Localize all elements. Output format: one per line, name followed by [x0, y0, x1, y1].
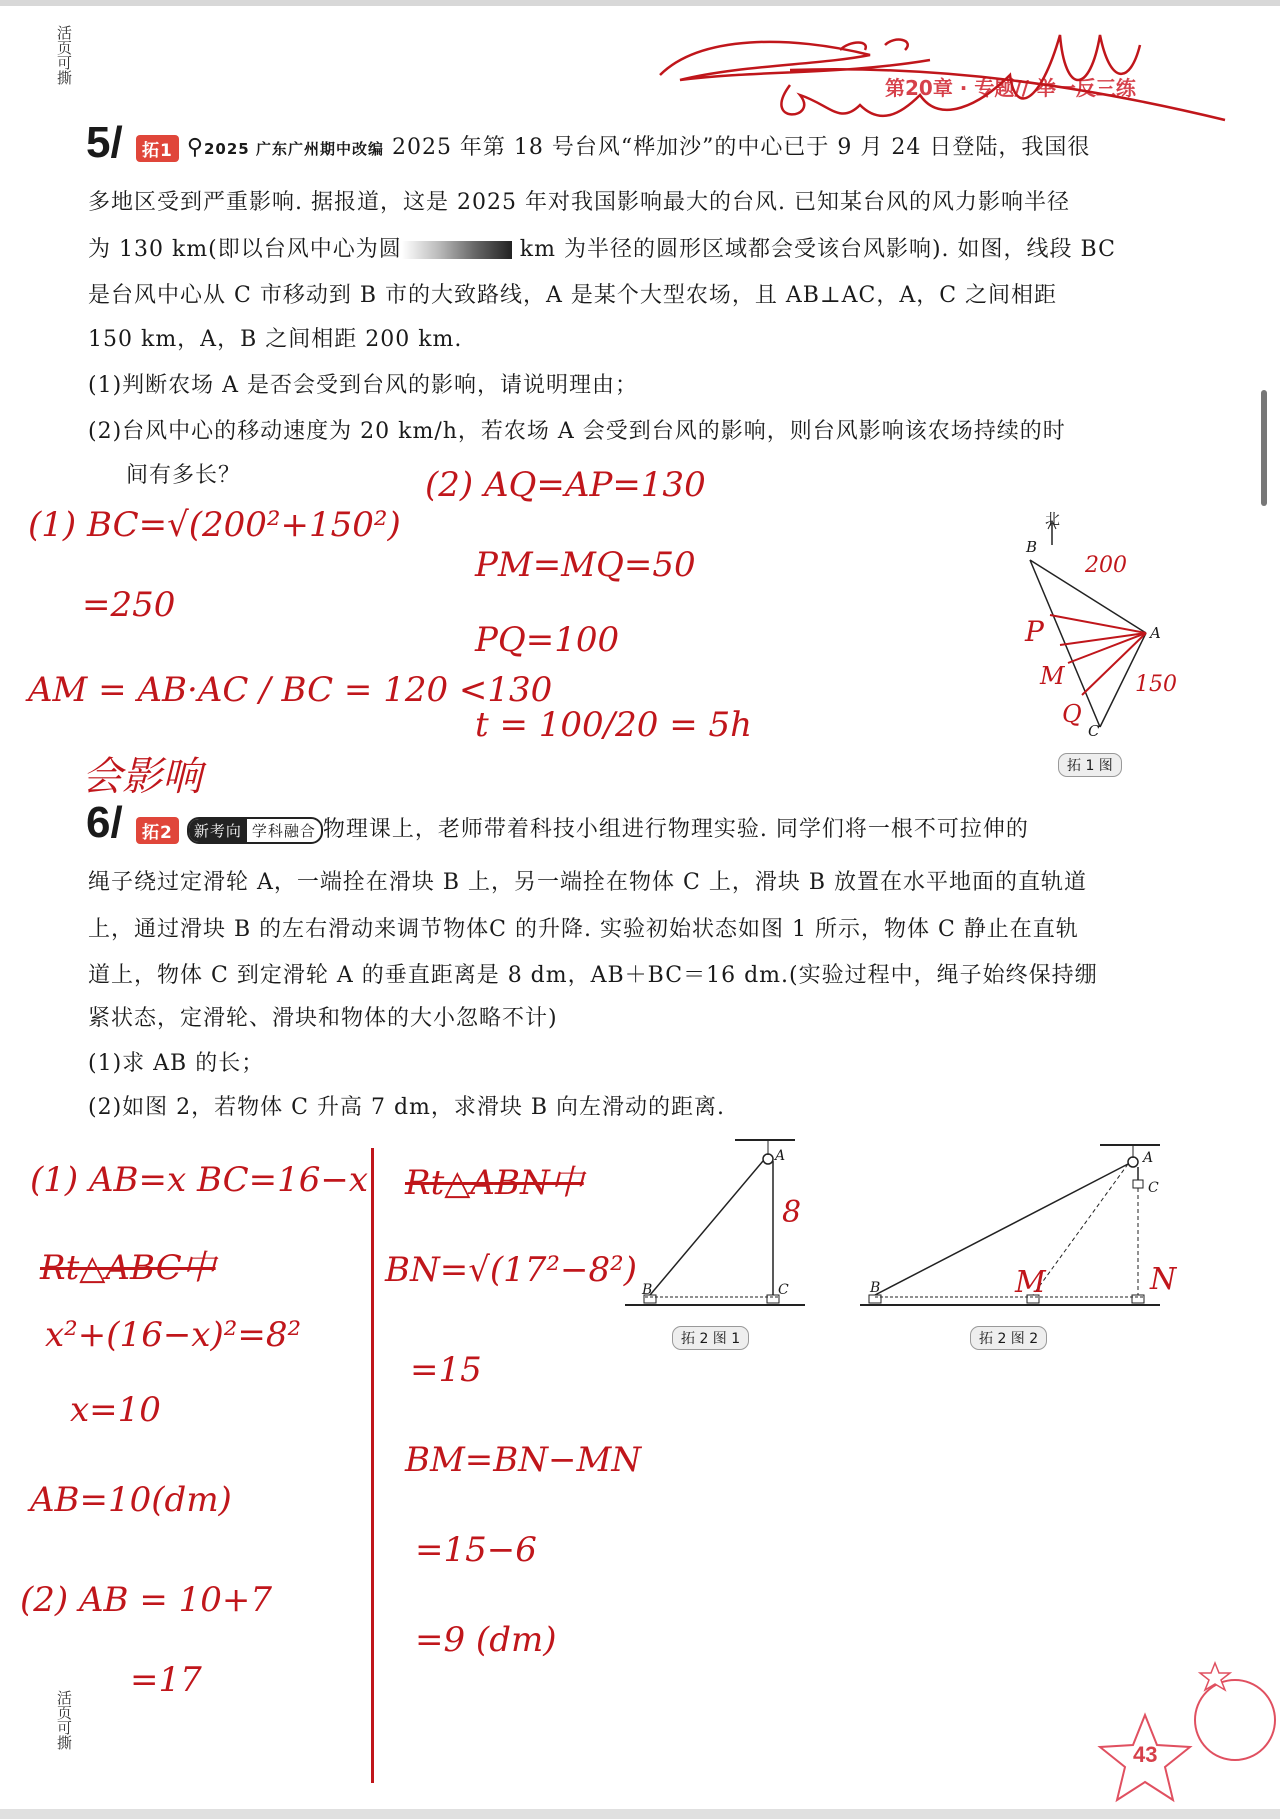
q5-part-2: (2)台风中心的移动速度为 20 km/h，若农场 A 会受到台风的影响，则台风影响该农场持续的时	[88, 419, 1066, 444]
q6-part-1: (1)求 AB 的长；	[88, 1051, 265, 1076]
fig2-1-label-a: A	[775, 1148, 786, 1164]
hw-fig2-n: N	[1150, 1262, 1177, 1297]
star-mascot-icon	[1095, 1655, 1280, 1805]
hw-fig1-m: M	[1040, 662, 1065, 690]
hw-q6-l1: (1) AB=x BC=16−x	[30, 1160, 369, 1200]
hw-fig1-150: 150	[1135, 672, 1177, 697]
hw-fig2-m: M	[1015, 1265, 1046, 1300]
q5-source: 2025 广东广州期中改编	[203, 140, 384, 158]
hw-q6-l6: (2) AB = 10+7	[20, 1580, 272, 1620]
side-label-top: 活页可撕	[55, 25, 73, 85]
hw-q6-l5: AB=10(dm)	[30, 1480, 232, 1520]
q6-line-3: 上，通过滑块 B 的左右滑动来调节物体C 的升降. 实验初始状态如图 1 所示，物体 C 静止在直轨	[88, 917, 1079, 942]
hw-q5-7: PQ=100	[475, 620, 620, 660]
hw-q6-r4: BM=BN−MN	[405, 1440, 642, 1480]
hw-q6-r6: =9 (dm)	[415, 1620, 557, 1660]
hw-q5-4: 会影响	[82, 754, 202, 800]
q5-tag: 拓1	[136, 135, 179, 162]
q6-badge: 新考向 学科融合	[187, 817, 323, 844]
hw-fig1-p: P	[1025, 615, 1044, 648]
page-number: 43	[1133, 1742, 1158, 1767]
fig2-1-label-b: B	[642, 1282, 653, 1298]
figure-2-1-caption: 拓 2 图 1	[672, 1326, 749, 1350]
q6-tag: 拓2	[136, 817, 179, 844]
figure-2-2-pulley	[855, 1140, 1165, 1330]
q5-line-3: 为 130 km(即以台风中心为圆 km 为半径的圆形区域都会受该台风影响). 如图，线段 BC	[88, 237, 1116, 262]
scrollbar-thumb[interactable]	[1261, 390, 1267, 506]
figure-1-caption: 拓 1 图	[1058, 753, 1122, 777]
hw-fig1-q: Q	[1062, 700, 1082, 728]
fig1-label-c: C	[1088, 722, 1100, 740]
top-edge	[0, 0, 1280, 6]
q6-line-1	[136, 812, 1029, 844]
q6-text: 物理课上，老师带着科技小组进行物理实验. 同学们将一根不可拉伸的	[322, 817, 1029, 842]
fig2-2-label-a: A	[1143, 1150, 1154, 1166]
redacted-blur	[402, 241, 512, 259]
hw-fig1-200: 200	[1085, 553, 1127, 578]
hw-q6-l7: =17	[130, 1660, 202, 1700]
hw-q5-8: t = 100/20 = 5h	[475, 705, 753, 745]
fig2-2-label-b: B	[870, 1280, 881, 1296]
figure-2-2-caption: 拓 2 图 2	[970, 1326, 1047, 1350]
fig2-1-label-c: C	[778, 1282, 789, 1298]
fig2-2-label-c: C	[1148, 1180, 1159, 1196]
question-6-number: 6/	[86, 798, 123, 847]
hw-q5-5: (2) AQ=AP=130	[425, 465, 706, 505]
hw-q5-6: PM=MQ=50	[475, 545, 696, 585]
q6-line-5: 紧状态，定滑轮、滑块和物体的大小忽略不计)	[88, 1006, 558, 1031]
hw-q5-1: (1) BC=√(200²+150²)	[28, 505, 401, 545]
hw-q6-r2: BN=√(17²−8²)	[385, 1250, 638, 1290]
signature-scribble	[640, 25, 1240, 140]
q5-part-1: (1)判断农场 A 是否会受到台风的影响，请说明理由；	[88, 373, 639, 398]
q5-line-1	[136, 130, 1090, 162]
figure-2-1-pulley	[620, 1135, 810, 1335]
hw-fig2-8: 8	[782, 1195, 802, 1230]
hw-q5-2: =250	[82, 585, 176, 625]
fig1-label-b: B	[1026, 538, 1038, 556]
q6-line-4: 道上，物体 C 到定滑轮 A 的垂直距离是 8 dm，AB＋BC＝16 dm.(实验过程中，绳子始终保持绷	[88, 963, 1098, 988]
hw-q6-r5: =15−6	[415, 1530, 537, 1570]
hw-q6-l3: x²+(16−x)²=8²	[45, 1315, 302, 1355]
q5-part-2-cont: 间有多长？	[126, 463, 242, 488]
hw-q6-l2: Rt△ABC中	[40, 1248, 216, 1288]
location-pin-icon: ⚲	[186, 135, 204, 160]
hw-q6-r3: =15	[410, 1350, 482, 1390]
chapter-header: 第20章 · 专题// 举一反三练	[885, 76, 1136, 100]
hw-q6-r1: Rt△ABN中	[405, 1163, 584, 1203]
fig1-north-label: 北	[1045, 510, 1061, 528]
hw-q5-3: AM = AB·AC / BC = 120 <130	[28, 670, 553, 710]
fig1-label-a: A	[1150, 624, 1161, 642]
q5-line-5: 150 km，A，B 之间相距 200 km.	[88, 327, 463, 352]
question-5-number: 5/	[86, 118, 123, 167]
q5-line-4: 是台风中心从 C 市移动到 B 市的大致路线，A 是某个大型农场，且 AB⊥AC，A，C 之间相距	[88, 283, 1058, 308]
hw-q6-l4: x=10	[70, 1390, 161, 1430]
hw-divider	[371, 1148, 374, 1783]
q6-part-2: (2)如图 2，若物体 C 升高 7 dm，求滑块 B 向左滑动的距离.	[88, 1095, 726, 1120]
bottom-edge	[0, 1809, 1280, 1819]
side-label-bottom: 活页可撕	[55, 1690, 73, 1750]
q6-line-2: 绳子绕过定滑轮 A，一端拴在滑块 B 上，另一端拴在物体 C 上，滑块 B 放置在水平地面的直轨道	[88, 870, 1088, 895]
q5-line-2: 多地区受到严重影响. 据报道，这是 2025 年对我国影响最大的台风. 已知某台风的风力影响半径	[88, 190, 1070, 215]
q5-text: 2025 年第 18 号台风“桦加沙”的中心已于 9 月 24 日登陆，我国很	[391, 135, 1091, 160]
